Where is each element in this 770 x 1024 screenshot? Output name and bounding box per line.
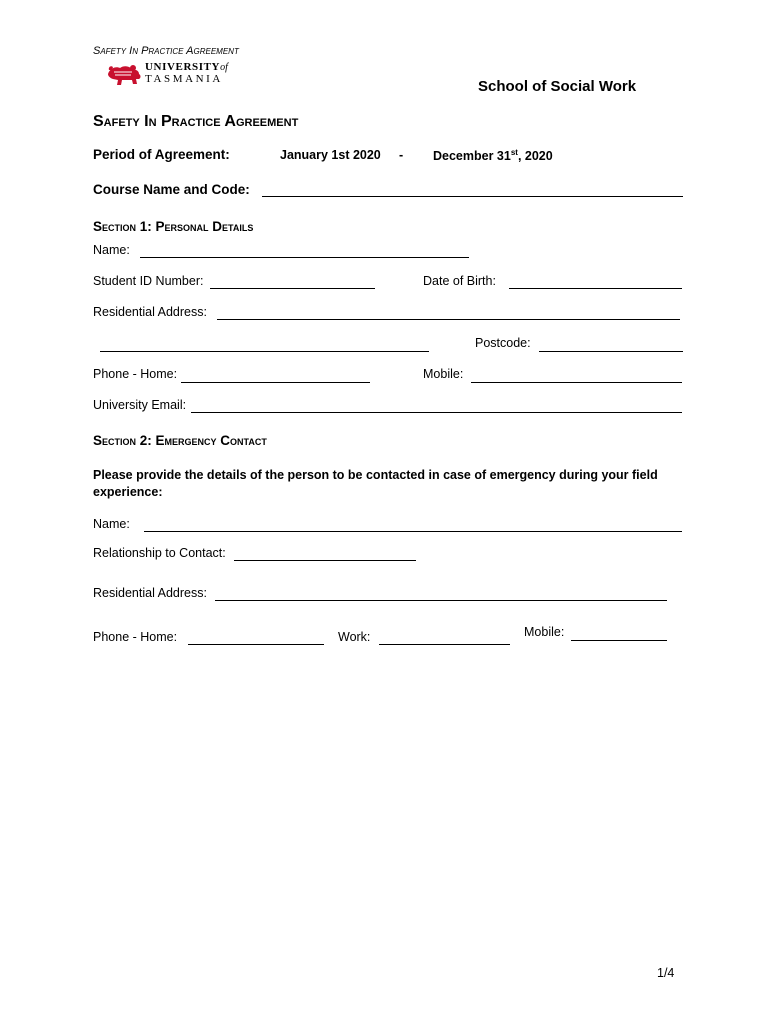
- s2-relationship-label: Relationship to Contact:: [93, 546, 226, 560]
- s1-email-field[interactable]: [191, 398, 682, 413]
- s2-instruction: Please provide the details of the person to be contacted in case of emergency during your field experience:: [93, 468, 658, 499]
- s1-name-field[interactable]: [140, 243, 469, 258]
- s1-phone-home-field[interactable]: [181, 368, 370, 383]
- running-head: Safety In Practice Agreement: [93, 45, 239, 57]
- s1-postcode-label: Postcode:: [475, 336, 531, 350]
- section2-title: Section 2: Emergency Contact: [93, 433, 267, 448]
- logo-wordmark-line1: UNIVERSITYof: [145, 61, 228, 73]
- period-label: Period of Agreement:: [93, 147, 230, 162]
- s1-dob-field[interactable]: [509, 274, 682, 289]
- section1-title: Section 1: Personal Details: [93, 219, 254, 234]
- s1-mobile-label: Mobile:: [423, 367, 464, 381]
- logo-wordmark-line2: TASMANIA: [145, 73, 223, 85]
- page-number: 1/4: [657, 966, 675, 980]
- s1-address-line2-field[interactable]: [100, 337, 429, 352]
- s2-address-field[interactable]: [215, 586, 667, 601]
- s1-mobile-field[interactable]: [471, 368, 682, 383]
- period-end: December 31st, 2020: [433, 148, 553, 164]
- period-dash: -: [399, 148, 404, 162]
- s2-address-label: Residential Address:: [93, 586, 207, 600]
- school-name: School of Social Work: [478, 78, 637, 95]
- s1-address-field[interactable]: [217, 305, 680, 320]
- course-field[interactable]: [262, 182, 683, 197]
- s1-phone-home-label: Phone - Home:: [93, 367, 178, 381]
- s2-mobile-field[interactable]: [571, 626, 667, 641]
- s1-student-id-field[interactable]: [210, 274, 375, 289]
- s2-phone-home-label: Phone - Home:: [93, 630, 178, 644]
- course-label: Course Name and Code:: [93, 182, 250, 197]
- s1-student-id-label: Student ID Number:: [93, 274, 204, 288]
- s2-name-label: Name:: [93, 517, 130, 531]
- period-start: January 1st 2020: [280, 148, 381, 162]
- s2-name-field[interactable]: [144, 517, 682, 532]
- s2-work-field[interactable]: [379, 630, 510, 645]
- s1-dob-label: Date of Birth:: [423, 274, 496, 288]
- s1-address-label: Residential Address:: [93, 305, 207, 319]
- s1-email-label: University Email:: [93, 398, 187, 412]
- s2-relationship-field[interactable]: [234, 546, 416, 561]
- s1-name-label: Name:: [93, 243, 130, 257]
- s2-phone-home-field[interactable]: [188, 630, 324, 645]
- form-title: Safety In Practice Agreement: [93, 113, 299, 130]
- s1-postcode-field[interactable]: [539, 337, 683, 352]
- s2-work-label: Work:: [338, 630, 371, 644]
- s2-mobile-label: Mobile:: [524, 625, 565, 639]
